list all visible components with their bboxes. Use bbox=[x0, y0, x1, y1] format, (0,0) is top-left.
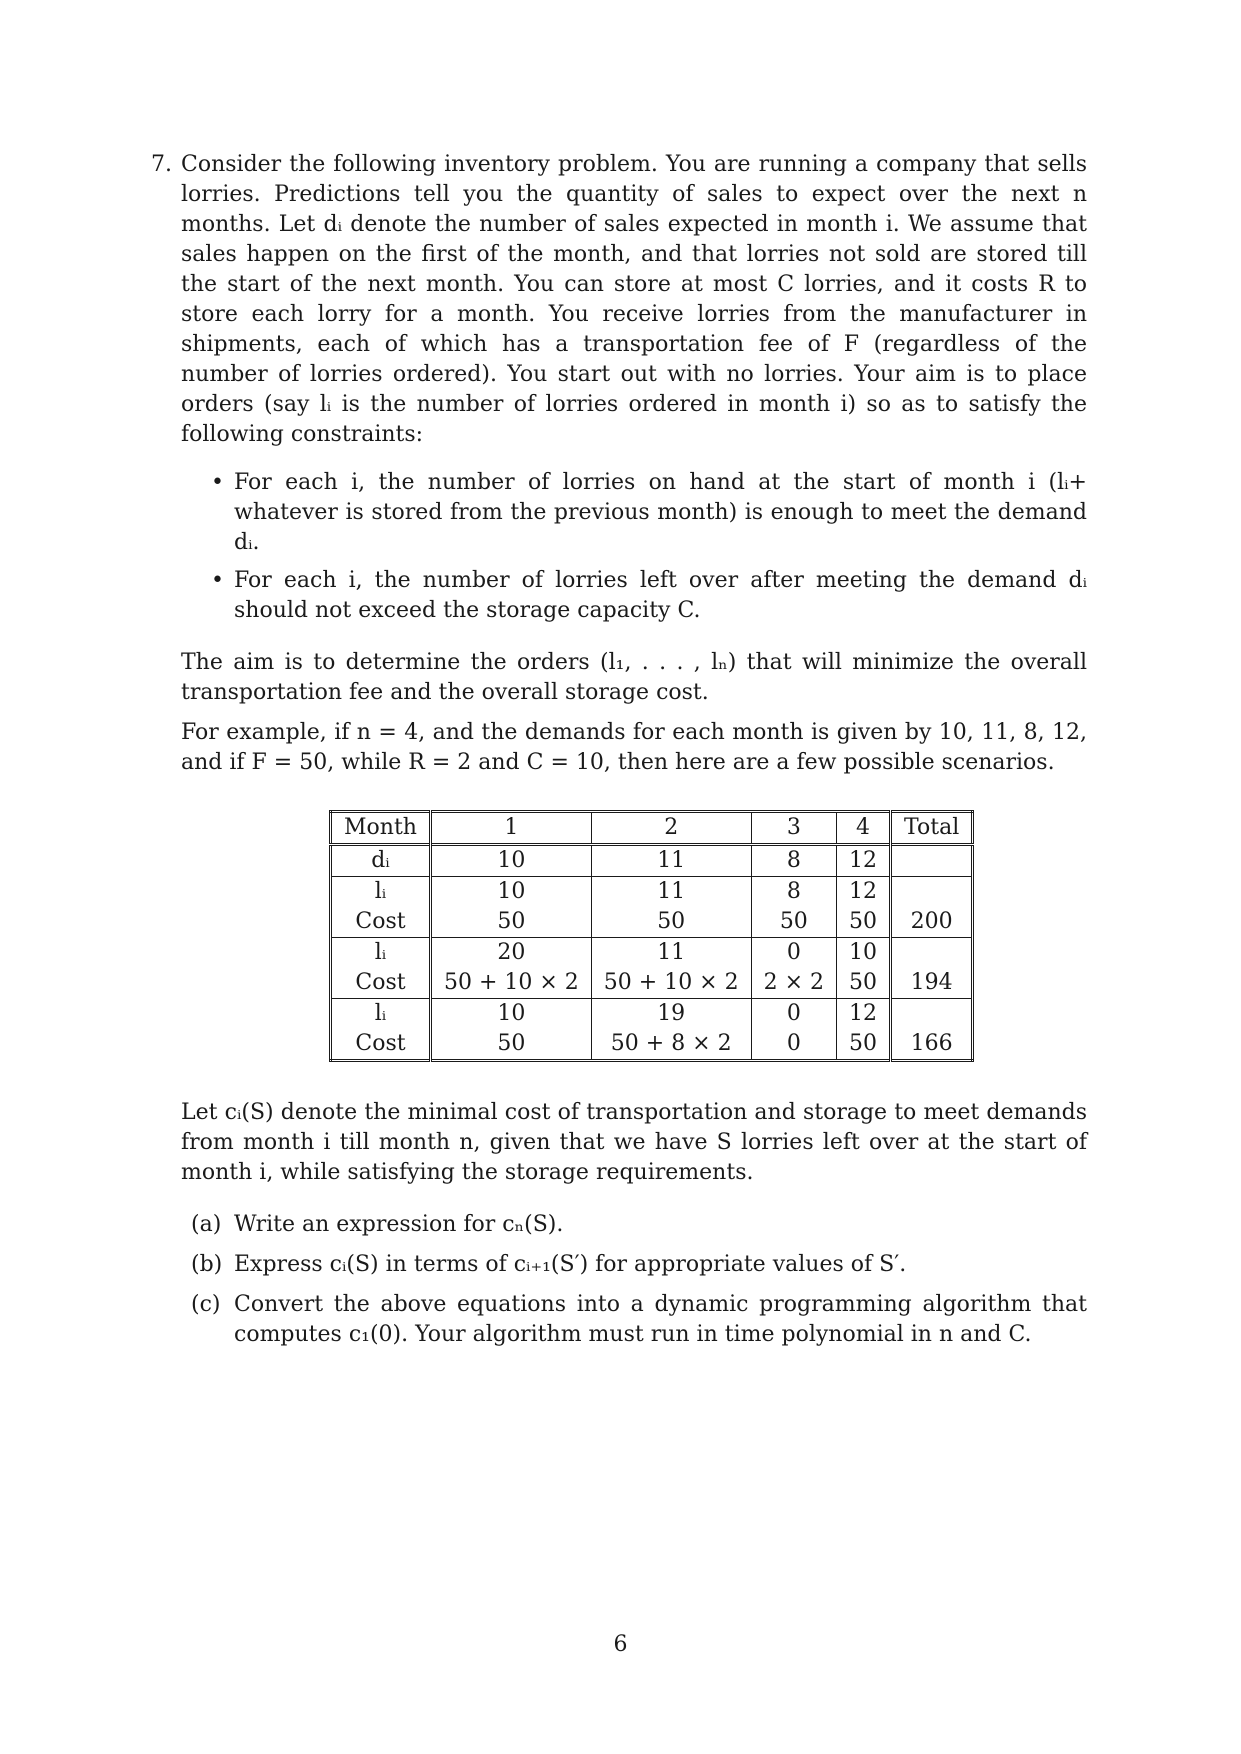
subquestion-item: (a) Write an expression for cₙ(S). bbox=[191, 1212, 564, 1237]
bullet-icon: • bbox=[211, 568, 224, 593]
constraint-list bbox=[181, 468, 1087, 626]
table-cell bbox=[891, 845, 973, 877]
table-header-cell: 2 bbox=[591, 812, 751, 845]
table-header-cell: 3 bbox=[751, 812, 836, 845]
table-cell: 200 bbox=[891, 907, 973, 938]
table-row bbox=[331, 907, 973, 938]
page-number: 6 bbox=[613, 1632, 628, 1657]
constraint-item: • For each i, the number of lorries on hand at the start of month i (lᵢ+ whatever is stored from the previous month) is enough to meet the demand dᵢ. bbox=[211, 470, 1087, 555]
table-row bbox=[331, 1029, 973, 1061]
table-cell: 8 bbox=[751, 877, 836, 908]
subquestion-list bbox=[181, 1210, 1087, 1350]
table-cell: 0 bbox=[751, 938, 836, 969]
constraint-item: • For each i, the number of lorries left over after meeting the demand dᵢ should not exceed the storage capacity C. bbox=[211, 568, 1087, 623]
table-cell: 50 bbox=[430, 907, 591, 938]
table-cell: 50 bbox=[837, 1029, 891, 1061]
table-cell: lᵢ bbox=[331, 877, 431, 908]
table-row bbox=[331, 938, 973, 969]
table-cell: lᵢ bbox=[331, 999, 431, 1030]
table-row bbox=[331, 877, 973, 908]
table-header-cell: Total bbox=[891, 812, 973, 845]
table-cell: 50 bbox=[591, 907, 751, 938]
table-cell: 50 + 10 × 2 bbox=[430, 968, 591, 999]
table-cell: 11 bbox=[591, 845, 751, 877]
table-cell: 10 bbox=[430, 877, 591, 908]
table-header-cell: 1 bbox=[430, 812, 591, 845]
scenario-table bbox=[329, 810, 974, 1062]
table-cell: 50 bbox=[430, 1029, 591, 1061]
problem-intro: Consider the following inventory problem. You are running a company that sells lorries. Predictions tell you the quantity of sales to expect over the next n months. Let dᵢ denote the number of sales expected in month i. We assume that sales happen on the first of the month, and that lorries not sold are stored till the start of the next month. You can store at most C lorries, and it costs R to store each lorry for a month. You receive lorries from the manufacturer in shipments, each of which has a transportation fee of F (regardless of the number of lorries ordered). You start out with no lorries. Your aim is to place orders (say lᵢ is the number of lorries ordered in month i) so as to satisfy the following constraints: bbox=[181, 152, 1087, 447]
table-cell: 12 bbox=[837, 877, 891, 908]
table-cell: 10 bbox=[430, 845, 591, 877]
subquestion-item: (c) Convert the above equations into a dynamic programming algorithm that computes c₁(0). Your algorithm must run in time polynomial in n and C. bbox=[191, 1292, 1087, 1347]
table-cell: 50 + 10 × 2 bbox=[591, 968, 751, 999]
table-cell: 19 bbox=[591, 999, 751, 1030]
table-cell: 12 bbox=[837, 999, 891, 1030]
subquestion-item: (b) Express cᵢ(S) in terms of cᵢ₊₁(S′) for appropriate values of S′. bbox=[191, 1252, 907, 1277]
table-cell: 50 bbox=[837, 907, 891, 938]
table-header-row bbox=[331, 812, 973, 845]
table-cell: 12 bbox=[837, 845, 891, 877]
definition-paragraph: Let cᵢ(S) denote the minimal cost of transportation and storage to meet demands from month i till month n, given that we have S lorries left over at the start of month i, while satisfying the storage requirements. bbox=[181, 1100, 1087, 1185]
example-paragraph: For example, if n = 4, and the demands for each month is given by 10, 11, 8, 12, and if F = 50, while R = 2 and C = 10, then here are a few possible scenarios. bbox=[181, 720, 1087, 775]
table-cell: 194 bbox=[891, 968, 973, 999]
table-row bbox=[331, 968, 973, 999]
table-header-cell: 4 bbox=[837, 812, 891, 845]
table-cell: Cost bbox=[355, 909, 406, 934]
table-cell: 11 bbox=[591, 938, 751, 969]
table-cell: 10 bbox=[430, 999, 591, 1030]
table-cell: lᵢ bbox=[331, 938, 431, 969]
table-row bbox=[331, 845, 973, 877]
table-cell bbox=[891, 999, 973, 1030]
table-cell: 8 bbox=[751, 845, 836, 877]
table-cell: 50 bbox=[751, 907, 836, 938]
table-cell: 11 bbox=[591, 877, 751, 908]
table-cell bbox=[891, 938, 973, 969]
table-cell: 2 × 2 bbox=[751, 968, 836, 999]
table-cell: 166 bbox=[891, 1029, 973, 1061]
table-row bbox=[331, 999, 973, 1030]
table-cell: 0 bbox=[751, 999, 836, 1030]
table-cell: Cost bbox=[355, 970, 406, 995]
table-cell: 0 bbox=[751, 1029, 836, 1061]
problem-7 bbox=[151, 150, 1087, 1360]
table-cell: 50 bbox=[837, 968, 891, 999]
problem-number: 7. bbox=[151, 152, 172, 177]
table-cell: Cost bbox=[355, 1031, 406, 1056]
bullet-icon: • bbox=[211, 470, 224, 495]
table-header-cell: Month bbox=[344, 815, 417, 840]
table-cell: 50 + 8 × 2 bbox=[591, 1029, 751, 1061]
table-cell: 10 bbox=[837, 938, 891, 969]
table-cell: 20 bbox=[430, 938, 591, 969]
table-cell: dᵢ bbox=[331, 845, 431, 877]
aim-paragraph: The aim is to determine the orders (l₁, . . . , lₙ) that will minimize the overall transportation fee and the overall storage cost. bbox=[181, 650, 1087, 705]
table-cell bbox=[891, 877, 973, 908]
